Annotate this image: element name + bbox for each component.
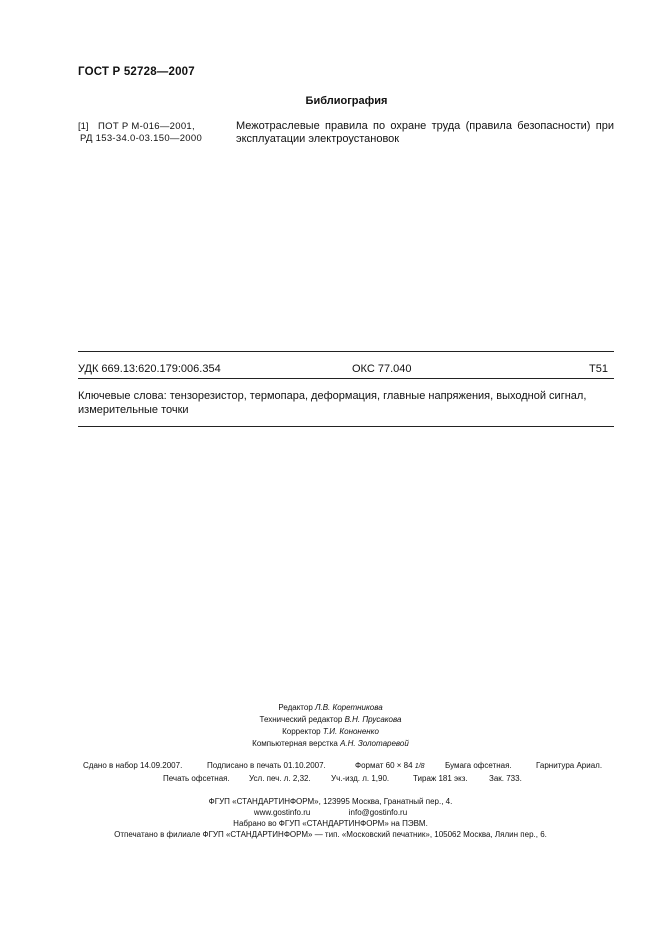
print-format-label: Формат 60 × 84 — [355, 761, 413, 770]
bibliography-title: Библиография — [305, 95, 388, 107]
credit-role: Редактор — [278, 703, 313, 712]
top-rule — [78, 351, 614, 352]
publisher-website: www.gostinfo.ru — [253, 808, 311, 817]
credit-corrector — [0, 727, 661, 736]
credit-role: Компьютерная верстка — [252, 739, 338, 748]
reference-document-1: ПОТ Р М-016—2001, — [98, 121, 195, 132]
publisher-email: info@gostinfo.ru — [348, 808, 408, 817]
bottom-rule — [78, 426, 614, 427]
publisher-address: ФГУП «СТАНДАРТИНФОРМ», 123995 Москва, Гранатный пер., 4. — [208, 797, 453, 806]
print-edition-sheets: Уч.-изд. л. 1,90. — [331, 774, 390, 783]
credit-role: Технический редактор — [259, 715, 343, 724]
credit-name: Л.В. Коретникова — [315, 703, 383, 712]
classification-code: Т51 — [589, 363, 608, 375]
print-sent: Сдано в набор 14.09.2007. — [83, 761, 183, 770]
middle-rule — [78, 378, 614, 379]
reference-title: Межотраслевые правила по охране труда (правила безопасности) при эксплуатации электроустановок — [236, 120, 614, 145]
print-paper: Бумага офсетная. — [445, 761, 512, 770]
document-code: ГОСТ Р 52728—2007 — [78, 66, 195, 78]
print-run: Тираж 181 экз. — [413, 774, 468, 783]
udk-code: УДК 669.13:620.179:006.354 — [78, 363, 221, 375]
credit-name: В.Н. Прусакова — [344, 715, 402, 724]
publisher-contacts — [0, 808, 661, 817]
credit-layout — [0, 739, 661, 748]
publisher-printed: Отпечатано в филиале ФГУП «СТАНДАРТИНФОРМ» — тип. «Московский печатник», 105062 Москва, Лялин пер., 6. — [114, 830, 547, 839]
keywords: Ключевые слова: тензорезистор, термопара, деформация, главные напряжения, выходной сигнал, измерительные точки — [78, 390, 587, 416]
credit-tech-editor — [0, 715, 661, 724]
print-order: Зак. 733. — [489, 774, 522, 783]
credit-name: Т.И. Кононенко — [322, 727, 379, 736]
oks-code: ОКС 77.040 — [352, 363, 412, 375]
print-format — [355, 761, 425, 770]
print-typeface: Гарнитура Ариал. — [536, 761, 603, 770]
print-format-fraction: 1/8 — [414, 763, 425, 770]
credit-name: А.Н. Золотаревой — [340, 739, 409, 748]
print-sheets: Усл. печ. л. 2,32. — [249, 774, 311, 783]
reference-number: [1] — [78, 121, 89, 132]
print-signed: Подписано в печать 01.10.2007. — [207, 761, 326, 770]
credit-role: Корректор — [282, 727, 321, 736]
publisher-typeset: Набрано во ФГУП «СТАНДАРТИНФОРМ» на ПЭВМ. — [233, 819, 428, 828]
reference-document-2: РД 153-34.0-03.150—2000 — [80, 133, 203, 144]
print-method: Печать офсетная. — [163, 774, 230, 783]
credit-editor — [0, 703, 661, 712]
